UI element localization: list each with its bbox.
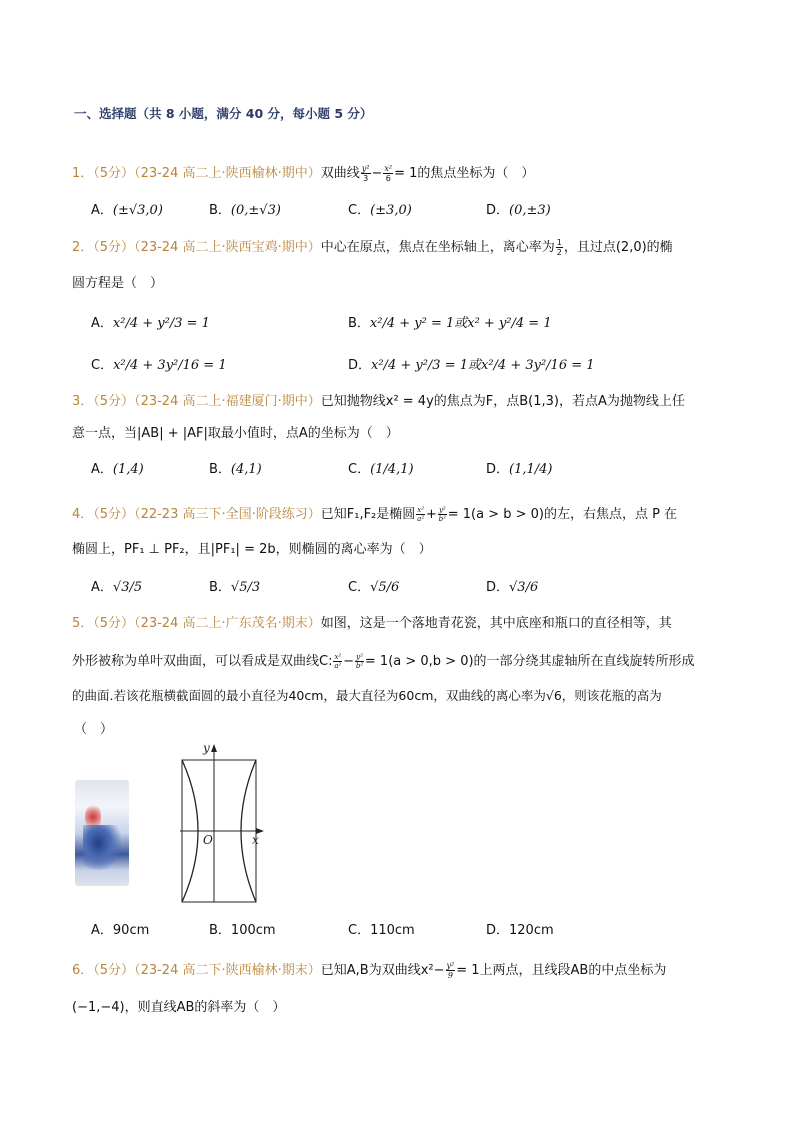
q2-option-a[interactable]: A．x²/4 + y²/3 = 1 [91,316,210,331]
q4-frac-y: $\frac{\text{y²}}{\text{b²}}$ [438,506,446,523]
q4-points: （5分） [93,507,135,522]
q1-option-a[interactable]: A．(±√3,0) [91,203,163,218]
question-4: 4．（5分）（22-23 高三下·全国·阶段练习）已知F₁,F₂是椭圆 $\frac{\text{x²}}{\text{a²}}$ + $\frac{\text{y²}}{\text{b²}}$ = 1(a > b > 0)的左，右焦点，点 P 在 [72,506,678,523]
q6-stem-b: = 1上两点，且线段AB的中点坐标为 [456,963,667,978]
q2-source: （23-24 高二上·陕西宝鸡·期中） [134,240,321,255]
q5-frac-y: $\frac{\text{y²}}{\text{b²}}$ [355,653,364,670]
q5-option-c[interactable]: C．110cm [348,923,415,938]
q1-source: （23-24 高二上·陕西榆林·期中） [134,166,321,181]
section-title: 一、选择题（共 8 小题，满分 40 分，每小题 5 分） [74,106,373,121]
hyperbola-diagram [170,738,270,904]
q1-stem-a: 双曲线 [320,166,360,181]
q4-option-c[interactable]: C．√5/6 [348,580,400,595]
q3-stem-a: 已知抛物线x² = 4y的焦点为F，点B(1,3)，若点A为抛物线上任 [320,394,685,409]
q4-stem-b: = 1(a > b > 0)的左，右焦点，点 P 在 [447,507,678,522]
q2-option-b[interactable]: B．x²/4 + y² = 1或x² + y²/4 = 1 [348,316,552,331]
question-1: 1．（5分）（23-24 高二上·陕西榆林·期中）双曲线 $\frac{\text{y²}}{3}$ − $\frac{\text{x²}}{6}$ = 1的焦点坐标为（ ） [72,164,535,183]
q1-frac-y: $\frac{\text{y²}}{3}$ [361,164,370,183]
q5-option-b[interactable]: B．100cm [209,923,276,938]
q1-points: （5分） [93,166,135,181]
q4-stem-c: 椭圆上，PF₁ ⊥ PF₂，且|PF₁| = 2b，则椭圆的离心率为（ ） [72,542,432,557]
q5-stem-d: = 1(a > 0,b > 0)的一部分绕其虚轴所在直线旋转所形成 [364,654,695,669]
q5-stem-f: （ ） [74,722,114,737]
q2-frac-ecc: $\frac{1}{2}$ [556,238,562,257]
q6-points: （5分） [93,963,135,978]
q5-number: 5． [72,616,94,631]
q5-stem-c: 外形被称为单叶双曲面，可以看成是双曲线C: [72,654,333,669]
vase-photo [75,780,129,886]
q2-number: 2． [72,240,94,255]
q5-option-d[interactable]: D．120cm [486,923,554,938]
q5-points: （5分） [93,616,135,631]
q2-stem-a: 中心在原点，焦点在坐标轴上，离心率为 [320,240,555,255]
q1-option-b[interactable]: B．(0,±√3) [209,203,281,218]
q6-stem-c: (−1,−4)，则直线AB的斜率为（ ） [72,1000,286,1015]
q5-frac-x: $\frac{\text{x²}}{\text{a²}}$ [334,653,342,670]
axis-label-y: y [203,741,210,755]
q2-option-d[interactable]: D．x²/4 + y²/3 = 1或x²/4 + 3y²/16 = 1 [348,358,595,373]
q3-points: （5分） [93,394,135,409]
q1-option-c[interactable]: C．(±3,0) [348,203,412,218]
q2-stem-b: ，且过点(2,0)的椭 [563,240,673,255]
q4-option-b[interactable]: B．√5/3 [209,580,261,595]
q3-number: 3． [72,394,94,409]
q4-number: 4． [72,507,94,522]
q5-option-a[interactable]: A．90cm [91,923,150,938]
q3-option-c[interactable]: C．(1/4,1) [348,462,414,477]
question-6 [72,959,666,980]
q6-stem-a: 已知A,B为双曲线x²− [320,963,445,978]
q3-stem-c: 意一点，当|AB| + |AF|取最小值时，点A的坐标为（ ） [72,426,399,441]
question-2 [72,236,673,257]
q3-option-d[interactable]: D．(1,1/4) [486,462,553,477]
q4-stem-a: 已知F₁,F₂是椭圆 [320,507,416,522]
q1-option-d[interactable]: D．(0,±3) [486,203,551,218]
q1-number: 1． [72,166,94,181]
q1-stem-b: 的焦点坐标为（ ） [417,166,535,181]
q3-option-a[interactable]: A．(1,4) [91,462,144,477]
axis-label-x: x [252,833,259,847]
q4-option-a[interactable]: A．√3/5 [91,580,143,595]
q4-frac-x: $\frac{\text{x²}}{\text{a²}}$ [417,506,425,523]
q2-points: （5分） [93,240,135,255]
q5-stem-line2: 外形被称为单叶双曲面，可以看成是双曲线C: $\frac{\text{x²}}{\text{a²}}$ − $\frac{\text{y²}}{\text{b²}}$ = 1(a > 0,b > 0)的一部分绕其虚轴所在直线旋转所形成 [72,653,695,670]
q1-frac-x: $\frac{\text{x²}}{6}$ [384,164,393,183]
q3-source: （23-24 高二上·福建厦门·期中） [134,394,321,409]
origin-label: O [203,833,213,847]
q6-source: （23-24 高二下·陕西榆林·期末） [134,963,321,978]
q4-option-d[interactable]: D．√3/6 [486,580,539,595]
q5-stem-e: 的曲面.若该花瓶横截面圆的最小直径为40cm，最大直径为60cm，双曲线的离心率为√6，则该花瓶的高为 [72,688,662,703]
y-axis-arrow [211,744,217,752]
question-5 [72,612,672,631]
q3-option-b[interactable]: B．(4,1) [209,462,262,477]
q4-source: （22-23 高三下·全国·阶段练习） [134,507,321,522]
q2-option-c[interactable]: C．x²/4 + 3y²/16 = 1 [91,358,227,373]
question-3 [72,390,685,409]
q5-source: （23-24 高二上·广东茂名·期末） [134,616,321,631]
q6-frac-y: $\frac{\text{y²}}{9}$ [446,961,455,980]
q5-stem-a: 如图，这是一个落地青花瓷，其中底座和瓶口的直径相等，其 [320,616,672,631]
q6-number: 6． [72,963,94,978]
q2-stem-c: 圆方程是（ ） [72,276,164,291]
